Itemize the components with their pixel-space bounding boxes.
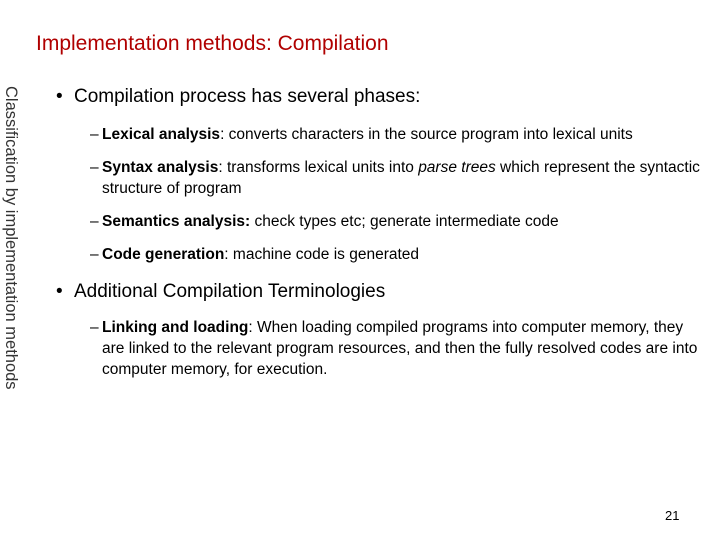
bullet-marker: • [56, 281, 63, 302]
page-number: 21 [665, 508, 680, 523]
emphasis-parse-trees: parse trees [418, 159, 496, 176]
bullet-additional-terminologies [56, 279, 706, 305]
description: check types etc; generate intermediate code [250, 213, 559, 230]
list-item-syntax-analysis [56, 157, 706, 199]
term-linking-and-loading: Linking and loading [102, 319, 249, 336]
slide-content [56, 84, 706, 380]
bullet-text: Additional Compilation Terminologies [74, 281, 386, 302]
list-item-lexical-analysis [56, 124, 706, 145]
term-lexical-analysis: Lexical analysis [102, 126, 221, 143]
description: : converts characters in the source program into lexical units [220, 126, 633, 143]
list-item-code-generation [56, 244, 706, 265]
slide-title: Implementation methods: Compilation [36, 32, 389, 55]
bullet-marker: • [56, 86, 63, 107]
side-label-container [0, 86, 22, 506]
terminologies-list [56, 317, 706, 380]
term-semantics-analysis: Semantics analysis: [102, 213, 251, 230]
dash-marker: – [90, 126, 99, 143]
term-code-generation: Code generation [102, 246, 225, 263]
description: : transforms lexical units into [218, 159, 419, 176]
bullet-text: Compilation process has several phases: [74, 86, 421, 107]
dash-marker: – [90, 246, 99, 263]
description: which represent the syntactic structure of program [102, 159, 700, 197]
phases-list [56, 124, 706, 265]
description: : When loading compiled programs into computer memory, they are linked to the relevant program resources, and then the fully resolved codes are into computer memory, for execution. [102, 319, 698, 378]
side-section-label: Classification by implementation methods [2, 86, 20, 390]
list-item-linking-and-loading [56, 317, 706, 380]
dash-marker: – [90, 159, 99, 176]
dash-marker: – [90, 213, 99, 230]
description: : machine code is generated [224, 246, 420, 263]
term-syntax-analysis: Syntax analysis [102, 159, 219, 176]
dash-marker: – [90, 319, 99, 336]
bullet-compilation-phases [56, 84, 706, 110]
list-item-semantics-analysis [56, 211, 706, 232]
